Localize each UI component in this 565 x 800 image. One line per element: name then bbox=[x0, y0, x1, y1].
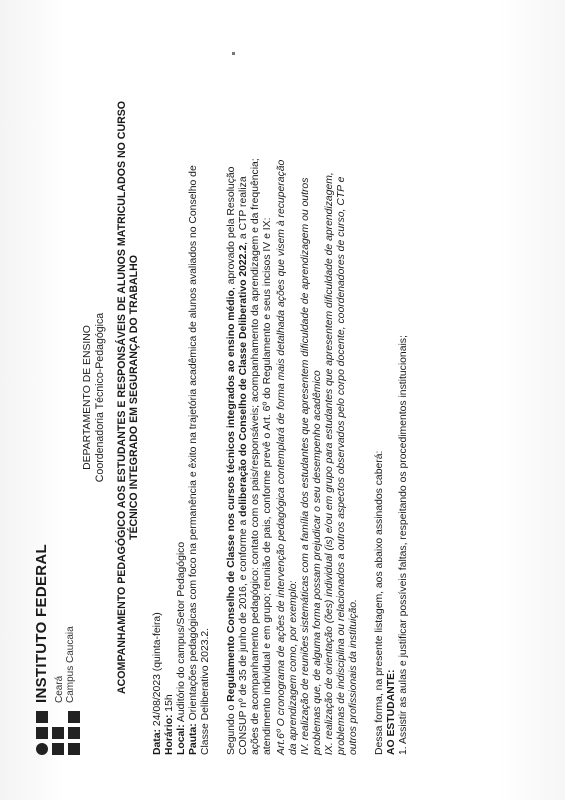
location-label: Local: bbox=[176, 724, 187, 755]
body-text: , aprovado pela Resolução bbox=[226, 166, 237, 291]
list-item-1: 1. Assistir as aulas e justificar possíveis faltas, respeitando os procedimentos institucionais; bbox=[398, 335, 409, 755]
institution-campus: Campus Caucaia bbox=[65, 626, 76, 703]
institution-logo bbox=[30, 515, 82, 755]
body-text: CONSUP nº de 35 de junho de 2016, e conforme a bbox=[238, 516, 249, 755]
body-line-3: ações de acompanhamento pedagógico: contato com os pais/responsáveis; acompanhamento da aprendizagem e da frequência; bbox=[250, 158, 261, 755]
meta-date bbox=[152, 612, 164, 755]
institution-state: Ceará bbox=[54, 675, 65, 703]
if-logo-icon bbox=[36, 711, 80, 755]
document-title-line-1: ACOMPANHAMENTO PEDAGÓGICO AOS ESTUDANTES E RESPONSÁVEIS DE ALUNOS MATRICULADOS NO CURSO bbox=[116, 100, 128, 695]
section-heading: AO ESTUDANTE: bbox=[386, 669, 397, 755]
article-line-3: IV. realização de reuniões sistemáticas com a família dos estudantes que apresentem dificuldade de aprendizagem ou outros bbox=[300, 177, 311, 755]
body-text: Segundo o bbox=[226, 701, 237, 755]
date-value: 24/08/2023 (quinta-feira) bbox=[152, 612, 163, 730]
agenda-label: Pauta: bbox=[188, 723, 199, 755]
date-label: Data: bbox=[152, 729, 163, 755]
article-line-5: IX. realização de orientação (ões) individual (is) e/ou em grupo para estudantes que apresentem dificuldade de aprendizagem, bbox=[324, 172, 335, 755]
body-line-1 bbox=[226, 167, 238, 755]
agenda-value-1: Orientações pedagógicas com foco na permanência e êxito na trajetória acadêmica de alunos avaliados no Conselho de bbox=[188, 165, 199, 724]
institution-name: INSTITUTO FEDERAL bbox=[33, 544, 50, 703]
deliberation-name: deliberação do Conselho de Classe Deliberativo 2022.2 bbox=[238, 244, 249, 517]
regulation-name: Regulamento Conselho de Classe nos cursos técnicos integrados ao ensino médio bbox=[226, 290, 237, 702]
closing-line: Dessa forma, na presente listagem, aos abaixo assinados caberá: bbox=[374, 450, 385, 755]
article-line-7: outros profissionais da instituição. bbox=[348, 599, 359, 755]
body-line-4: atendimento individual e em grupo; reunião de pais, conforme prevê o Art. 6º do Regulamento e seus incisos IV e IX: bbox=[262, 217, 273, 755]
coordination-name: Coordenadoria Técnico-Pedagógica bbox=[94, 312, 106, 483]
document-title-line-2: TÉCNICO INTEGRADO EM SEGURANÇA DO TRABALHO bbox=[128, 254, 140, 541]
meta-time bbox=[164, 694, 176, 755]
body-text: , a CTP realiza bbox=[238, 176, 249, 245]
article-line-6: problemas de indisciplina ou relacionados a outros aspectos observados pelo corpo docente, coordenadores de curso, CTP e bbox=[336, 176, 347, 755]
article-line-1: Art.6º O cronograma de ações de intervenção pedagógica contemplará de forma mais detalhada ações que visem à recuperação bbox=[276, 159, 287, 755]
location-value: Auditório do campus/Setor Pedagógico bbox=[176, 541, 187, 725]
scan-speck bbox=[232, 52, 235, 55]
article-line-4: problemas que, de alguma forma possam prejudicar o seu desempenho acadêmico bbox=[312, 370, 323, 755]
time-value: 15h bbox=[164, 694, 175, 715]
meta-agenda bbox=[188, 165, 200, 755]
department-name: DEPARTAMENTO DE ENSINO bbox=[82, 325, 93, 470]
agenda-value-2: Classe Deliberativo 2023.2. bbox=[200, 627, 211, 755]
body-line-2 bbox=[238, 176, 250, 755]
meta-location bbox=[176, 542, 188, 755]
time-label: Horário: bbox=[164, 714, 175, 755]
rotated-document-page bbox=[22, 20, 542, 775]
article-line-2: da aprendizagem como, por exemplo: bbox=[288, 580, 299, 755]
